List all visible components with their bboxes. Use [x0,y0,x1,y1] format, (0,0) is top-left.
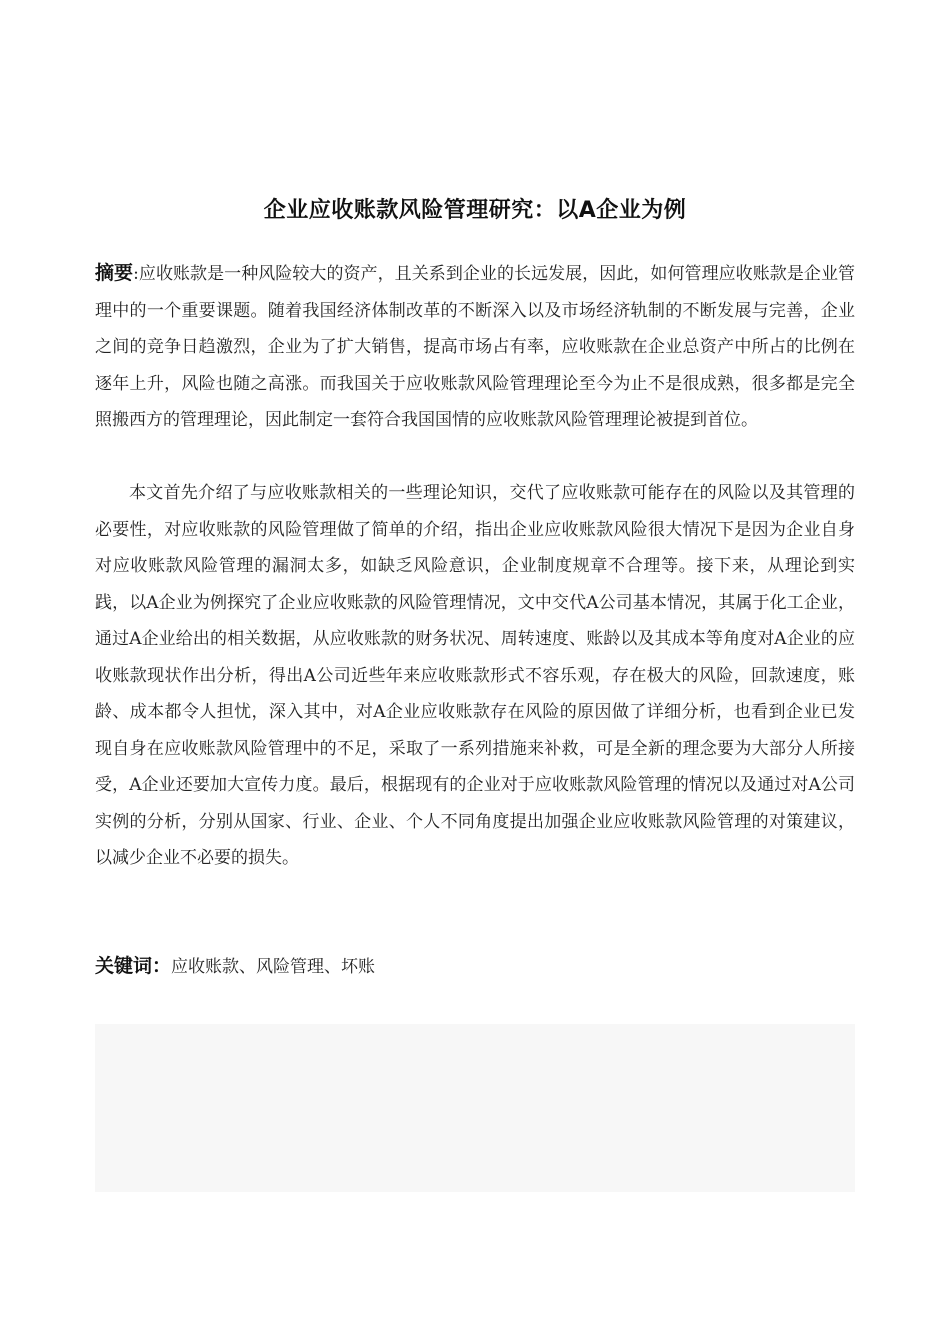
keywords-label: 关键词： [95,955,172,977]
abstract-text: 应收账款是一种风险较大的资产，且关系到企业的长远发展，因此，如何管理应收账款是企业管理中的一个重要课题。随着我国经济体制改革的不断深入以及市场经济轨制的不断发展与完善，企业之间的竞争日趋激烈，企业为了扩大销售，提高市场占有率，应收账款在企业总资产中所占的比例在逐年上升，风险也随之高涨。而我国关于应收账款风险管理理论至今为止不是很成熟，很多都是完全照搬西方的管理理论，因此制定一套符合我国国情的应收账款风险管理理论被提到首位。 [95,264,855,430]
blank-content-area [95,1024,855,1192]
document-title: 企业应收账款风险管理研究：以A企业为例 [263,198,687,223]
keywords-text: 应收账款、风险管理、坏账 [171,957,376,977]
keywords-line [95,948,855,985]
abstract-paragraph [95,255,855,439]
abstract-label: 摘要 [95,262,134,284]
body-paragraph: 本文首先介绍了与应收账款相关的一些理论知识，交代了应收账款可能存在的风险以及其管理的必要性，对应收账款的风险管理做了简单的介绍，指出企业应收账款风险很大情况下是因为企业自身对应收账款风险管理的漏洞太多，如缺乏风险意识，企业制度规章不合理等。接下来，从理论到实践，以A企业为例探究了企业应收账款的风险管理情况，文中交代A公司基本情况，其属于化工企业，通过A企业给出的相关数据，从应收账款的财务状况、周转速度、账龄以及其成本等角度对A企业的应收账款现状作出分析，得出A公司近些年来应收账款形式不容乐观，存在极大的风险，回款速度，账龄、成本都令人担忧，深入其中，对A企业应收账款存在风险的原因做了详细分析，也看到企业已发现自身在应收账款风险管理中的不足，采取了一系列措施来补救，可是全新的理念要为大部分人所接受，A企业还要加大宣传力度。最后，根据现有的企业对于应收账款风险管理的情况以及通过对A公司实例的分析，分别从国家、行业、企业、个人不同角度提出加强企业应收账款风险管理的对策建议，以减少企业不必要的损失。 [95,483,855,868]
abstract-colon: : [133,264,139,284]
